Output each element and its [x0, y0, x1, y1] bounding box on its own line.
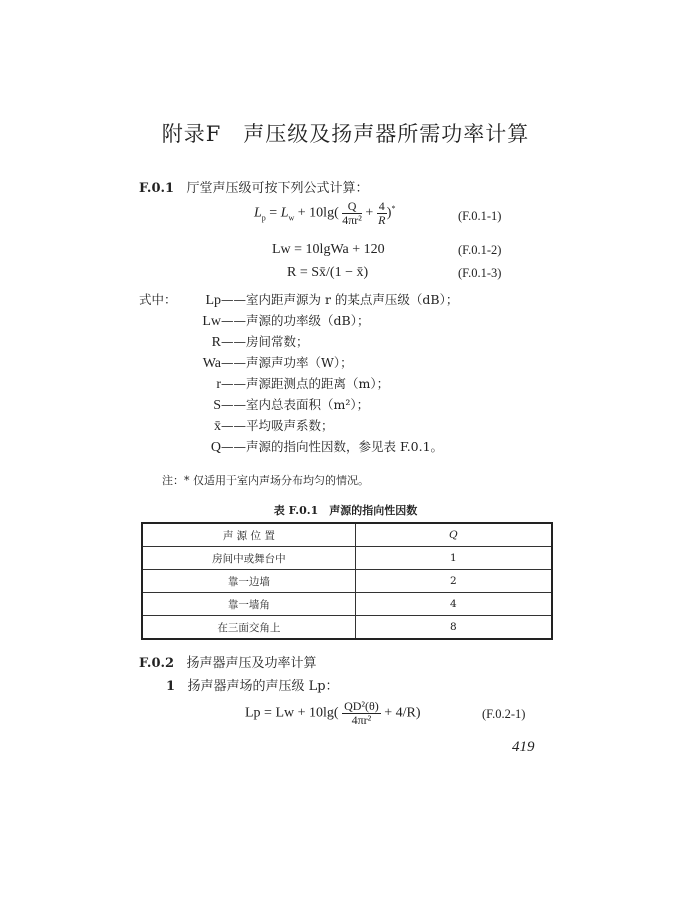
table-header: Q	[355, 523, 552, 547]
definition-text: ——声源声功率（W）；	[221, 355, 353, 370]
equation-label: (F.0.1-3)	[458, 266, 502, 280]
definition-symbol: R	[211, 335, 221, 350]
table-row	[142, 593, 552, 616]
section-number: F.0.2	[139, 656, 175, 671]
table-cell: 在三面交角上	[142, 616, 355, 640]
where-label: 式中：	[139, 292, 177, 307]
section-text: 厅堂声压级可按下列公式计算：	[186, 181, 369, 196]
definition-symbol: x̄	[214, 419, 221, 434]
table-cell: 1	[355, 547, 552, 570]
equation-f013: R = Sx̄/(1 − x̄)	[287, 265, 369, 280]
fraction: $\frac{\text{QD²(θ)}}{\text{4πr²}}$	[344, 699, 379, 727]
item-number: 1	[166, 679, 176, 694]
definition-item	[139, 353, 353, 372]
definition-symbol: Lp	[205, 293, 221, 308]
definition-item	[139, 311, 369, 330]
definition-text: ——室内总表面积（m²）；	[221, 397, 370, 412]
table-cell: 靠一墙角	[142, 593, 355, 616]
definition-symbol: Q	[210, 440, 221, 455]
table-cell: 4	[355, 593, 552, 616]
table-header: 声 源 位 置	[142, 523, 355, 547]
definition-symbol: Lw	[202, 314, 221, 329]
page-number: 419	[512, 739, 535, 755]
equation-label: (F.0.2-1)	[482, 707, 526, 721]
definition-item	[139, 437, 443, 456]
equation-f012: Lw = 10lgWa + 120	[272, 242, 385, 257]
section-text: 扬声器声压及功率计算	[186, 656, 317, 671]
fraction: $\frac{Q}{\text{4πr²}}$	[342, 199, 362, 227]
table-cell: 房间中或舞台中	[142, 547, 355, 570]
item-1	[166, 675, 339, 694]
definition-text: ——平均吸声系数；	[221, 418, 334, 433]
definition-item	[139, 416, 334, 435]
table-caption: 表 F.0.1 声源的指向性因数	[273, 504, 418, 517]
equation-rhs: + 4/R)	[384, 705, 421, 721]
definition-symbol: S	[213, 398, 221, 413]
table-row	[142, 616, 552, 640]
directivity-table	[141, 522, 553, 640]
section-f02	[139, 652, 317, 671]
definition-text: ——声源距测点的距离（m）；	[221, 376, 390, 391]
definition-item	[139, 332, 309, 351]
equation-label: (F.0.1-1)	[458, 209, 502, 223]
definition-text: ——房间常数；	[221, 334, 309, 349]
table-row	[142, 547, 552, 570]
table-row	[142, 570, 552, 593]
definition-item	[139, 290, 458, 309]
table-cell: 2	[355, 570, 552, 593]
definition-symbol: Wa	[202, 356, 221, 371]
definition-item	[139, 395, 369, 414]
section-number: F.0.1	[139, 181, 175, 196]
equation-f021	[245, 700, 421, 727]
equation-label: (F.0.1-2)	[458, 243, 502, 257]
table-header-row	[142, 523, 552, 547]
definition-symbol: r	[216, 377, 221, 392]
equation-f011: $L_p = L_w + 10\lg$( $\frac{Q}{\text{4πr²}}$ + $\frac{4}{R}$ )*	[254, 199, 396, 227]
section-f01	[139, 177, 369, 196]
note: 注：* 仅适用于室内声场分布均匀的情况。	[162, 474, 369, 487]
table-cell: 靠一边墙	[142, 570, 355, 593]
equation-lhs: Lp = Lw + 10lg(	[245, 705, 339, 721]
table-cell: 8	[355, 616, 552, 640]
definition-text: ——室内距声源为 r 的某点声压级（dB）；	[221, 292, 459, 307]
definition-text: ——声源的指向性因数，参见表 F.0.1。	[221, 439, 444, 454]
definition-item	[139, 374, 389, 393]
page-title: 附录F 声压级及扬声器所需功率计算	[161, 122, 530, 146]
item-text: 扬声器声场的声压级 Lp：	[187, 679, 339, 694]
definition-text: ——声源的功率级（dB）；	[221, 313, 370, 328]
